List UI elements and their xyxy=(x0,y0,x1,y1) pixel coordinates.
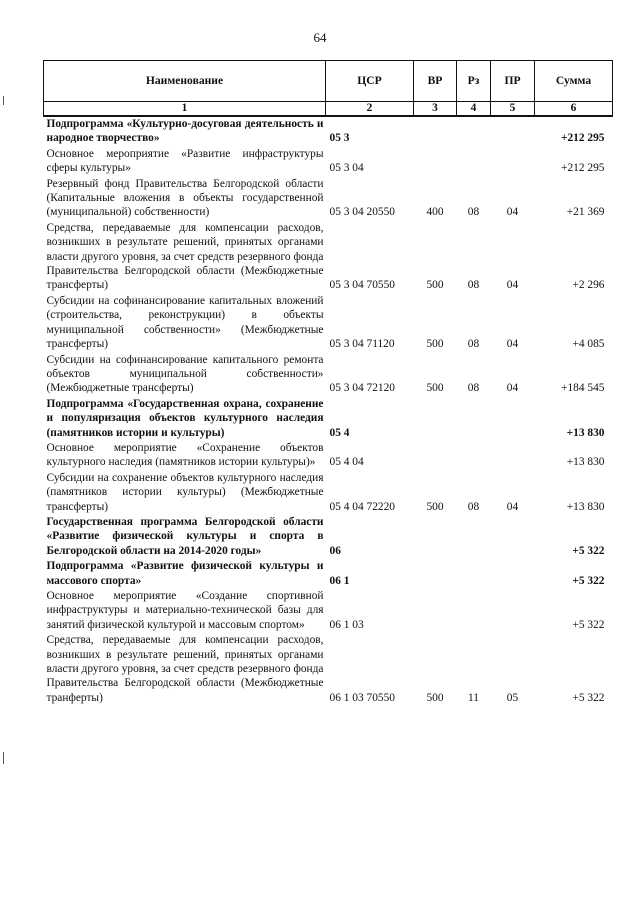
row-sum: +212 295 xyxy=(560,132,605,145)
row-pr: 04 xyxy=(506,279,519,292)
row-csr: 05 3 04 71120 xyxy=(329,338,395,351)
table-row xyxy=(44,559,613,589)
row-vr xyxy=(414,147,457,177)
header-name: Наименование xyxy=(44,61,326,102)
row-rz xyxy=(457,515,491,559)
row-pr xyxy=(491,589,535,633)
table-body xyxy=(44,116,613,706)
row-csr: 05 4 04 xyxy=(329,456,364,469)
row-sum: +212 295 xyxy=(561,162,605,175)
header-csr: ЦСР xyxy=(326,61,414,102)
row-pr: 04 xyxy=(506,206,519,219)
row-csr: 06 xyxy=(329,544,341,557)
row-sum: +13 830 xyxy=(566,500,605,513)
row-pr: 04 xyxy=(506,382,519,395)
row-csr: 05 3 04 72120 xyxy=(329,382,395,395)
column-number: 6 xyxy=(535,102,613,117)
row-vr xyxy=(414,559,457,589)
row-name: Субсидии на софинансирование капитальных вложений (строительства, реконструкции) в объекты муниципальной собственности» (Межбюджетные трансферты) xyxy=(46,294,324,351)
row-rz xyxy=(457,116,491,147)
row-pr xyxy=(491,147,535,177)
row-pr xyxy=(491,441,535,471)
row-csr: 05 3 04 xyxy=(329,162,364,175)
row-vr: 500 xyxy=(426,338,444,351)
row-csr: 05 3 04 20550 xyxy=(329,206,395,219)
row-sum: +5 322 xyxy=(572,544,605,557)
row-csr: 05 3 04 70550 xyxy=(329,279,395,292)
row-rz: 08 xyxy=(467,279,480,292)
row-csr: 06 1 03 70550 xyxy=(329,691,395,704)
row-pr xyxy=(491,559,535,589)
row-pr: 05 xyxy=(506,691,519,704)
row-name: Субсидии на сохранение объектов культурного наследия (памятников истории культуры) (Межбюджетные трансферты) xyxy=(46,471,324,513)
row-rz xyxy=(457,147,491,177)
column-number: 4 xyxy=(457,102,491,117)
row-name: Средства, передаваемые для компенсации расходов, возникших в результате решений, принятых органами власти другого уровня, за счет средств резервного фонда Правительства Белгородской области (Межбюджетные транферты) xyxy=(46,634,324,704)
row-rz xyxy=(457,589,491,633)
row-name: Резервный фонд Правительства Белгородской области (Капитальные вложения в объекты государственной (муниципальной) собственности) xyxy=(46,177,324,219)
header-row xyxy=(44,61,613,102)
row-name: Основное мероприятие «Создание спортивной инфраструктуры и материально-технической базы для занятий физической культурой и массовым спортом» xyxy=(46,590,324,631)
row-rz: 08 xyxy=(467,382,480,395)
row-rz xyxy=(457,397,491,441)
row-sum: +184 545 xyxy=(561,382,605,395)
row-pr xyxy=(491,515,535,559)
table-row xyxy=(44,471,613,515)
row-sum: +5 322 xyxy=(572,618,605,631)
row-sum: +13 830 xyxy=(566,456,605,469)
row-csr: 05 4 04 72220 xyxy=(329,500,395,513)
table-header xyxy=(44,61,613,117)
column-number: 5 xyxy=(491,102,535,117)
row-vr xyxy=(414,116,457,147)
row-sum: +5 322 xyxy=(572,574,605,587)
row-rz xyxy=(457,441,491,471)
row-rz: 08 xyxy=(467,338,480,351)
row-name: Средства, передаваемые для компенсации расходов, возникших в результате решений, принятых органами власти другого уровня, за счет средств резервного фонда Правительства Белгородской области (Межбюджетные трансферты) xyxy=(46,221,324,292)
row-vr xyxy=(414,589,457,633)
row-vr: 500 xyxy=(426,382,444,395)
row-vr: 400 xyxy=(426,206,444,219)
table-row xyxy=(44,147,613,177)
column-number: 3 xyxy=(414,102,457,117)
row-vr: 500 xyxy=(426,691,444,704)
row-pr xyxy=(491,116,535,147)
table-row xyxy=(44,441,613,471)
table-row xyxy=(44,515,613,559)
row-csr: 05 3 xyxy=(329,132,350,145)
row-vr xyxy=(414,441,457,471)
column-number: 1 xyxy=(44,102,326,117)
table-row xyxy=(44,177,613,221)
row-rz xyxy=(457,559,491,589)
table-row xyxy=(44,221,613,294)
row-vr: 500 xyxy=(426,279,444,292)
row-vr: 500 xyxy=(426,500,444,513)
table-row xyxy=(44,633,613,706)
row-name: Основное мероприятие «Сохранение объектов культурного наследия (памятников истории культуры)» xyxy=(46,441,324,469)
row-sum: +4 085 xyxy=(572,338,605,351)
row-rz: 08 xyxy=(467,500,480,513)
row-pr: 04 xyxy=(506,500,519,513)
row-pr xyxy=(491,397,535,441)
row-rz: 08 xyxy=(467,206,480,219)
row-vr xyxy=(414,397,457,441)
column-number: 2 xyxy=(326,102,414,117)
table-row xyxy=(44,589,613,633)
row-name: Подпрограмма «Государственная охрана, сохранение и популяризация объектов культурного наследия (памятников истории и культуры) xyxy=(46,397,324,439)
row-name: Субсидии на софинансирование капитального ремонта объектов муниципальной собственности» (Межбюджетные трансферты) xyxy=(46,353,324,395)
budget-table xyxy=(43,60,613,706)
margin-mark xyxy=(3,96,4,105)
row-csr: 05 4 xyxy=(329,426,350,439)
row-name: Подпрограмма «Культурно-досуговая деятельность и народное творчество» xyxy=(46,118,324,145)
row-name: Основное мероприятие «Развитие инфраструктуры сферы культуры» xyxy=(46,147,324,175)
row-pr: 04 xyxy=(506,338,519,351)
row-name: Подпрограмма «Развитие физической культуры и массового спорта» xyxy=(46,560,324,587)
row-csr: 06 1 03 xyxy=(329,618,364,631)
header-sum: Сумма xyxy=(535,61,613,102)
column-numbers-row xyxy=(44,102,613,117)
header-vr: ВР xyxy=(414,61,457,102)
table-row xyxy=(44,294,613,353)
row-sum: +13 830 xyxy=(566,426,605,439)
row-csr: 06 1 xyxy=(329,574,350,587)
header-pr: ПР xyxy=(491,61,535,102)
page-number: 64 xyxy=(313,30,327,45)
table-row xyxy=(44,397,613,441)
row-vr xyxy=(414,515,457,559)
margin-mark xyxy=(3,752,4,764)
row-sum: +21 369 xyxy=(566,206,605,219)
row-rz: 11 xyxy=(468,691,479,704)
table-row xyxy=(44,353,613,397)
row-sum: +5 322 xyxy=(572,691,605,704)
row-name: Государственная программа Белгородской области «Развитие физической культуры и спорта в Белгородской области на 2014-2020 годы» xyxy=(46,515,324,557)
table-row xyxy=(44,116,613,147)
row-sum: +2 296 xyxy=(572,279,605,292)
header-rz: Рз xyxy=(457,61,491,102)
